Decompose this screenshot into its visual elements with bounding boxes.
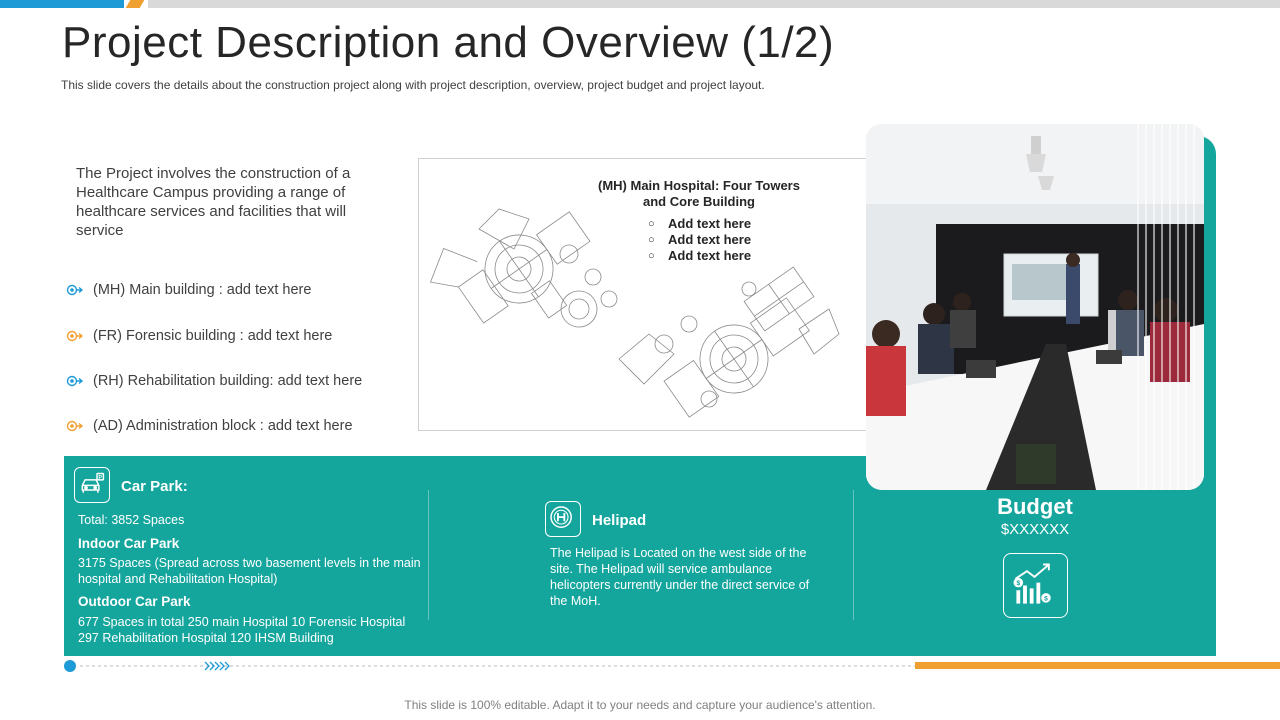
helipad-title: Helipad xyxy=(592,512,647,529)
helipad-text: The Helipad is Located on the west side of the site. The Helipad will service ambulance helicopters currently under the direct service of the MoH. xyxy=(550,546,810,608)
orange-arrow-icon xyxy=(66,330,86,342)
slide-subtitle: This slide covers the details about the construction project along with project description, overview, project budget and project layout. xyxy=(61,78,765,92)
budget-growth-icon xyxy=(1003,553,1068,618)
main-hospital-title: (MH) Main Hospital: Four Towers and Core Building xyxy=(598,178,800,209)
top-accent-gray xyxy=(148,0,1280,8)
car-park-total: Total: 3852 Spaces xyxy=(78,513,185,527)
building-item-label: (AD) Administration block : add text here xyxy=(93,418,353,434)
main-hospital-list xyxy=(648,216,758,264)
outdoor-car-park-text: 677 Spaces in total 250 main Hospital 10 Forensic Hospital 297 Rehabilitation Hospital 120 IHSM Building xyxy=(78,615,406,645)
growth-chart-glyph xyxy=(1004,554,1066,616)
indoor-car-park-title: Indoor Car Park xyxy=(78,536,180,551)
indoor-car-park-text: 3175 Spaces (Spread across two basement levels in the main hospital and Rehabilitation Hospital) xyxy=(78,556,421,586)
car-park-title: Car Park: xyxy=(121,478,188,495)
main-hospital-item: ○ Add text here xyxy=(648,248,758,264)
building-item-mh xyxy=(66,280,311,300)
orange-arrow-icon xyxy=(66,420,86,432)
section-divider xyxy=(853,490,854,620)
main-hospital-item: ○ Add text here xyxy=(648,232,758,248)
section-divider xyxy=(428,490,429,620)
budget-value: $XXXXXX xyxy=(1000,521,1070,538)
helipad-icon-glyph xyxy=(546,502,579,535)
slide-footer: This slide is 100% editable. Adapt it to your needs and capture your audience's attention. xyxy=(404,698,876,712)
car-park-icon xyxy=(74,467,110,503)
svg-text:P: P xyxy=(98,475,103,481)
building-item-ad xyxy=(66,416,353,436)
svg-text:$: $ xyxy=(1016,580,1021,587)
project-intro: The Project involves the construction of a Healthcare Campus providing a range of healthcare services and facilities that will service xyxy=(76,165,351,239)
meeting-scene-image xyxy=(866,124,1204,490)
top-accent-blue xyxy=(0,0,124,8)
meeting-photo xyxy=(866,124,1204,490)
top-accent-orange xyxy=(126,0,145,8)
building-item-rh xyxy=(66,371,362,391)
svg-text:$: $ xyxy=(1044,595,1048,603)
blue-arrow-icon xyxy=(66,375,86,387)
blue-arrow-icon xyxy=(66,284,86,296)
outdoor-car-park-title: Outdoor Car Park xyxy=(78,594,191,609)
building-item-label: (MH) Main building : add text here xyxy=(93,282,312,298)
building-item-fr xyxy=(66,326,332,346)
building-item-label: (FR) Forensic building : add text here xyxy=(93,328,333,344)
budget-title: Budget xyxy=(997,494,1073,519)
main-hospital-item: ○ Add text here xyxy=(648,216,758,232)
slide-title: Project Description and Overview (1/2) xyxy=(62,18,835,67)
building-item-label: (RH) Rehabilitation building: add text here xyxy=(93,373,363,389)
progress-timeline xyxy=(0,656,1280,676)
car-icon-glyph xyxy=(75,468,108,501)
helipad-icon xyxy=(545,501,581,537)
